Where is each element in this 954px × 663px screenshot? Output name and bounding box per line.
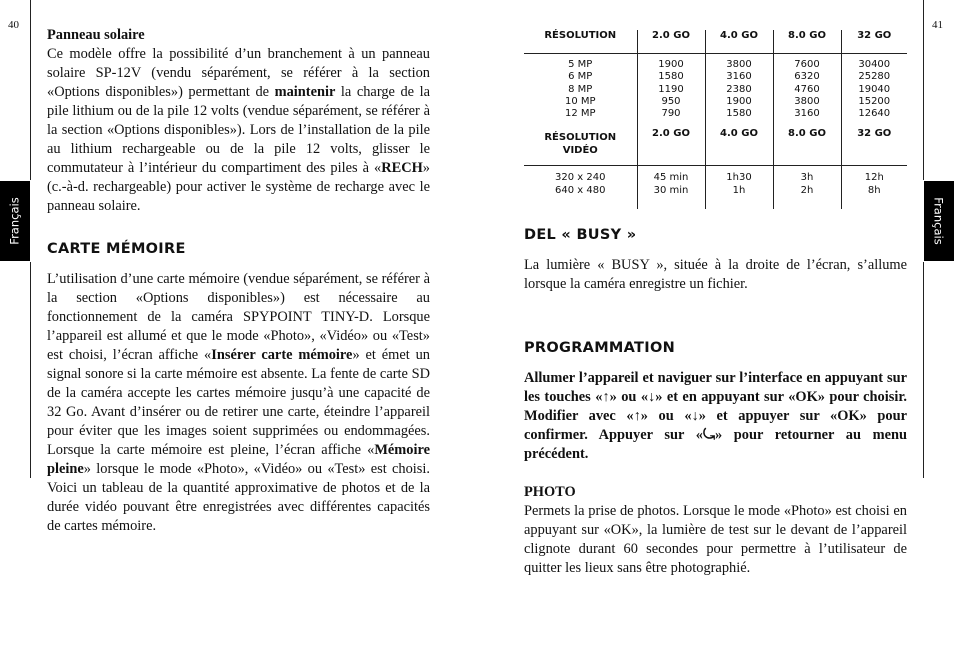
table-cell: 5 MP xyxy=(568,59,593,70)
table-cell: 320 x 240 xyxy=(555,172,606,184)
left-margin-rule-top xyxy=(30,0,31,180)
programming-paragraph: Allumer l’appareil et naviguer sur l’interface en appuyant sur les touches «↑» ou «↓» et en appuyant sur «OK» pour choisir. Modifier avec «↑» ou «↓» et appuyer sur «OK» pour confirmer. Appuyer sur «⤿» pour retourner au menu précédent. xyxy=(524,370,907,462)
video-8go-cell xyxy=(773,166,841,209)
video-resolution-cell xyxy=(524,166,637,209)
table-cell: 10 MP xyxy=(564,95,596,107)
video-header-row xyxy=(524,120,907,166)
table-header-cell: 2.0 GO xyxy=(637,120,705,166)
table-cell: 3800 xyxy=(794,95,820,107)
table-cell: 45 min xyxy=(653,172,689,184)
language-tab-left xyxy=(0,181,30,261)
table-cell: 1900 xyxy=(726,95,752,107)
table-cell: 1h30 xyxy=(726,172,752,184)
table-cell: 3800 xyxy=(726,59,752,70)
right-margin-rule-bottom xyxy=(923,262,924,478)
video-header-line2: VIDÉO xyxy=(562,144,598,156)
table-cell: 4760 xyxy=(794,83,820,95)
video-header-line1: RÉSOLUTION xyxy=(544,132,617,144)
video-4go-cell xyxy=(705,166,773,209)
language-tab-right-label: Français xyxy=(932,197,946,245)
table-cell: 790 xyxy=(661,108,681,120)
busy-led-section xyxy=(524,256,907,294)
memory-text-3: » lorsque le mode «Photo», «Vidéo» ou «Test» est choisi. Voici un tableau de la quantité approximative de photos et de la durée vidéo pouvant être enregistrées avec différentes capacités de cartes mémoire. xyxy=(47,461,430,534)
table-cell: 8h xyxy=(867,184,881,196)
table-header-cell xyxy=(524,120,637,166)
photo-resolution-cell xyxy=(524,54,637,121)
photo-32go-cell xyxy=(841,54,907,121)
table-cell: 3160 xyxy=(726,71,752,83)
table-cell: 3160 xyxy=(794,108,820,120)
memory-bold-full: Mémoire pleine xyxy=(47,442,430,477)
busy-led-heading: DEL « BUSY » xyxy=(524,227,637,243)
table-cell: 6320 xyxy=(794,71,820,83)
solar-text-1: Ce modèle offre la possibilité d’un branchement à un panneau solaire SP-12V (vendu séparément, se référer à la section «Options disponibles») permettant de xyxy=(47,46,430,100)
photo-mode-section xyxy=(524,483,907,578)
video-2go-cell xyxy=(637,166,705,209)
language-tab-right xyxy=(924,181,954,261)
photo-8go-cell xyxy=(773,54,841,121)
table-cell: 640 x 480 xyxy=(555,184,606,196)
table-cell: 7600 xyxy=(794,59,820,70)
table-cell: 3h xyxy=(800,172,814,184)
solar-panel-paragraph xyxy=(47,45,430,216)
language-tab-left-label: Français xyxy=(8,197,22,245)
table-header-cell: 8.0 GO xyxy=(773,30,841,54)
right-margin-rule-top xyxy=(923,0,924,180)
table-cell: 25280 xyxy=(858,71,891,83)
table-cell: 2380 xyxy=(726,83,752,95)
busy-led-paragraph: La lumière « BUSY », située à la droite de l’écran, s’allume lorsque la caméra enregistre un fichier. xyxy=(524,257,907,292)
table-header-cell: 4.0 GO xyxy=(705,30,773,54)
memory-bold-insert: Insérer carte mémoire xyxy=(211,347,353,363)
memory-card-paragraph xyxy=(47,270,430,536)
table-cell: 30 min xyxy=(653,184,689,196)
table-cell: 12h xyxy=(864,172,884,184)
solar-bold-rech: RECH xyxy=(381,160,423,176)
table-cell: 30400 xyxy=(858,59,891,70)
table-cell: 12640 xyxy=(858,108,891,120)
left-margin-rule-bottom xyxy=(30,262,31,478)
table-header-cell: 32 GO xyxy=(841,30,907,54)
photo-mode-paragraph: Permets la prise de photos. Lorsque le mode «Photo» est choisi en appuyant sur «OK», la lumière de test sur le devant de l’appareil clignote durant 60 secondes pour permettre à l’utilisateur de quitter les lieux sans être photographié. xyxy=(524,503,907,576)
solar-panel-title: Panneau solaire xyxy=(47,27,145,43)
page-number-left: 40 xyxy=(8,19,19,31)
memory-capacity-table xyxy=(524,30,907,209)
memory-card-heading: CARTE MÉMOIRE xyxy=(47,241,186,257)
table-cell: 1h xyxy=(732,184,746,196)
memory-card-section xyxy=(47,270,430,536)
table-cell: 1580 xyxy=(726,108,752,120)
solar-text-3: » (c.-à-d. rechargeable) pour activer le système de recharge avec le panneau solaire. xyxy=(47,160,430,214)
photo-4go-cell xyxy=(705,54,773,121)
solar-panel-section xyxy=(47,26,430,216)
table-cell: 6 MP xyxy=(568,71,593,83)
table-cell: 19040 xyxy=(858,83,891,95)
table-cell: 1190 xyxy=(658,83,684,95)
table-cell: 12 MP xyxy=(564,108,596,120)
page-number-right: 41 xyxy=(932,19,943,31)
table-cell: 15200 xyxy=(858,95,891,107)
table-cell: 1580 xyxy=(658,71,684,83)
photo-data-row xyxy=(524,54,907,121)
photo-2go-cell xyxy=(637,54,705,121)
programming-section xyxy=(524,369,907,464)
memory-text-2: » et émet un signal sonore si la carte mémoire est absente. La fente de carte SD de la caméra accepte les cartes mémoire jusqu’à une capacité de 32 Go. Avant d’insérer ou de retirer une carte, éteindre l’appareil pour éviter que les images soient supprimées ou endommagées. Lorsque la carte mémoire est pleine, l’écran affiche « xyxy=(47,347,430,458)
memory-text-1: L’utilisation d’une carte mémoire (vendue séparément, se référer à la section «Options disponibles») est nécessaire au fonctionnement de la caméra SPYPOINT TINY-D. Lorsque l’appareil est allumé et que le mode «Photo», «Vidéo» ou «Test» est choisi, l’écran affiche « xyxy=(47,271,430,363)
table-header-cell: 32 GO xyxy=(841,120,907,166)
programming-heading: PROGRAMMATION xyxy=(524,340,676,356)
photo-mode-title: PHOTO xyxy=(524,484,576,500)
table-header-cell: 8.0 GO xyxy=(773,120,841,166)
video-32go-cell xyxy=(841,166,907,209)
solar-bold-maintenir: maintenir xyxy=(274,84,336,100)
table-cell: 2h xyxy=(800,184,814,196)
table-cell: 8 MP xyxy=(568,83,593,95)
solar-text-2: la charge de la pile lithium ou de la pile 12 volts (vendue séparément, se référer à la section «Options disponibles»). Lors de l’installation de la pile au lithium rechargeable ou de la pile 12 volts, glisser le commutateur à l’intérieur du compartiment des piles à « xyxy=(47,84,430,176)
photo-header-row xyxy=(524,30,907,54)
table-header-cell: RÉSOLUTION xyxy=(524,30,637,54)
table-header-cell: 4.0 GO xyxy=(705,120,773,166)
table-cell: 1900 xyxy=(658,59,684,70)
table-header-cell: 2.0 GO xyxy=(637,30,705,54)
video-data-row xyxy=(524,166,907,209)
table-cell: 950 xyxy=(661,95,681,107)
